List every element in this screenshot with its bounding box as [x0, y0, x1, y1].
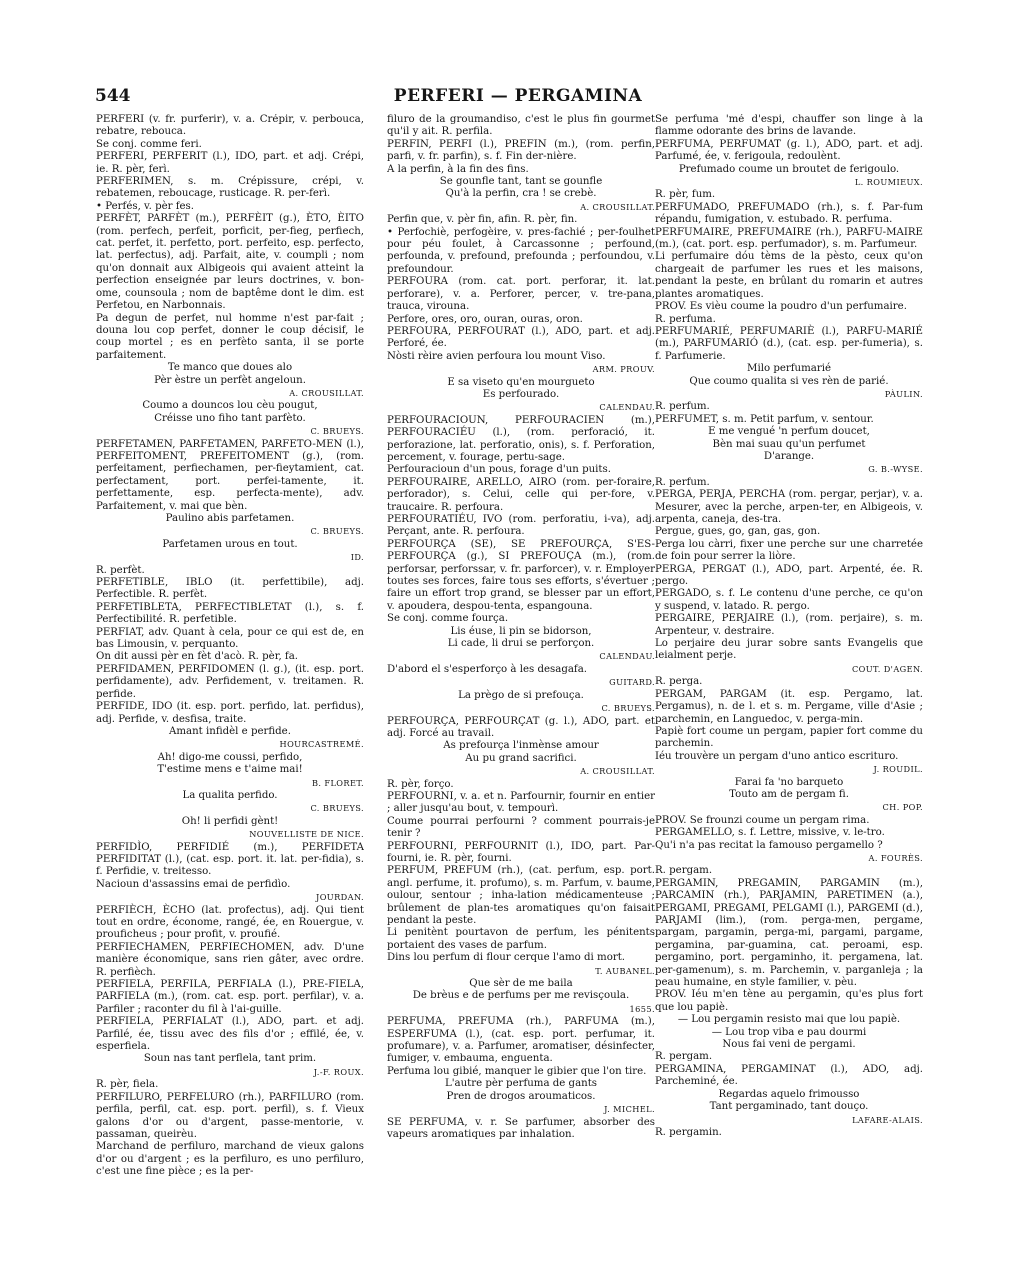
- dictionary-entry: R. perga.: [655, 676, 703, 688]
- verse-line: Créisse uno fiho tant parfèto.: [154, 412, 306, 424]
- dictionary-entry: PERFIDÌO, PERFIDIÉ (m.), PERFIDETA PERFIDITAT (l.), (cat. esp. port. it. lat. per-fidia), s. f. Perfidie, v. treitesso.: [96, 841, 364, 878]
- citation-author: B. FLORET.: [311, 777, 364, 788]
- dictionary-entry: A la perfin, à la fin des fins.: [387, 163, 529, 175]
- dictionary-entry: Iéu trouvère un pergam d'uno antico escrituro.: [655, 750, 899, 762]
- dictionary-entry: PERFIDAMEN, PERFIDOMEN (l. g.), (it. esp. port. perfidamente), adv. Perfidement, v. treitamen. R. perfide.: [96, 663, 364, 700]
- citation-author: J. MICHEL.: [604, 1104, 655, 1115]
- verse-line: Touto am de pergam fi.: [729, 788, 849, 800]
- citation-author: G. B.-WYSE.: [868, 464, 923, 475]
- citation-author: C. BRUEYS.: [310, 426, 364, 437]
- dictionary-entry: R. pergam.: [655, 865, 713, 877]
- dictionary-entry: PERFOURATIÉU, IVO (rom. perforatiu, i-va), adj. Perçant, ante. R. perfoura.: [387, 514, 655, 538]
- dictionary-entry: • Perfochiè, perfogèire, v. pres-fachié ; per-foulhet pour péu foulet, à Carcassonne ; perfound, perfounda, v. prefound, prefounda ; perfoundou, v. prefoundour.: [387, 226, 655, 275]
- verse-line: Nous fai veni de pergami.: [722, 1039, 856, 1051]
- dictionary-entry: PERFETAMEN, PARFETAMEN, PARFETO-MEN (l.), PERFEITOMENT, PREFEITOMENT (g.), (rom. perfeitament, perfiechamen, per-fieytamient, cat. perfectament, port. perfei-tamente, it. perfettamente, esp. perfecta-mente), adv. Parfaitement, v. mai que bèn.: [96, 438, 364, 512]
- dictionary-entry: PERFERIMEN, s. m. Crépissure, crépi, v. rebatemen, reboucage, rusticage. R. per-ferì.: [96, 176, 364, 200]
- dictionary-entry: PERFIELA, PERFIALAT (l.), ADO, part. et adj. Parfilé, ée, tissu avec des fils d'or ; effilé, ée, v. esperfiela.: [96, 1016, 364, 1053]
- verse-line: L'autre pèr perfuma de gants: [444, 1078, 598, 1090]
- page-number: 544: [95, 86, 131, 106]
- dictionary-entry: Qu'i n'a pas recitat la famouso pergamello ?: [655, 839, 883, 851]
- dictionary-entry: Nòsti rèire avien perfoura lou mount Viso.: [387, 350, 606, 362]
- dictionary-entry: PERFUMADO, PREFUMADO (rh.), s. f. Par-fum répandu, fumigation, v. estubado. R. perfuma.: [655, 201, 923, 226]
- dictionary-entry: PERGAMIN, PREGAMIN, PARGAMIN (m.), PARCAMIN (rh.), PARJAMIN, PARETIMEN (a.), PERGAMI, PREGAMI, PELGAMI (l.), PARGEMI (d.), PARJAMI (lim.), (rom. perga-men, pergame, pargam, pargamin, perga-mi, pargami, pargame, pergamina, par-guamina, cat. peroami, esp. pergamino, port. pergaminho, it. pergamena, lat. per-gamenum), s. m. Parchemin, v. parganleja ; la peau humaine, en style familier, v. pèu.: [655, 877, 923, 989]
- verse-line: Qu'à la perfin, cra ! se crebè.: [445, 188, 597, 200]
- verse-line: Que coumo qualita si ves rèn de parié.: [689, 375, 889, 387]
- verse-line: Soun nas tant perflela, tant prim.: [143, 1053, 317, 1065]
- citation-author: T. AUBANEL.: [595, 965, 655, 976]
- dictionary-entry: D'abord el s'esperforço à les desagafa.: [387, 663, 588, 675]
- verse-line: Paulino abis parfetamen.: [165, 513, 295, 524]
- dictionary-entry: PERGA, PERJA, PERCHA (rom. pergar, perjar), v. a. Mesurer, avec la perche, arpen-ter, en Albigeois, v. arpenta, caneja, des-tra.: [655, 489, 923, 525]
- verse-line: Parfetamen urous en tout.: [162, 538, 298, 550]
- verse-line: Bèn mai suau qu'un perfumet: [712, 438, 866, 450]
- dictionary-entry: Li penitènt pourtavon de perfum, les pénitents portaient des vases de parfum.: [387, 927, 655, 951]
- dictionary-entry: Se perfuma 'mé d'espi, chauffer son linge à la flamme odorante des brins de lavande.: [655, 114, 923, 138]
- dictionary-entry: Papiè fort coume un pergam, papier fort comme du parchemin.: [655, 725, 923, 750]
- citation-author: NOUVELLISTE DE NICE.: [249, 829, 364, 840]
- dictionary-entry: SE PERFUMA, v. r. Se parfumer, absorber des vapeurs aromatiques par inhalation.: [387, 1116, 655, 1140]
- verse-line: Es perfourado.: [482, 388, 560, 400]
- verse-line: Regardas aquelo frimousso: [718, 1088, 860, 1100]
- verse-line: Milo perfumarié: [747, 363, 831, 375]
- dictionary-entry: R. pèr, fiela.: [96, 1079, 159, 1091]
- citation-author: PÀULIN.: [884, 388, 923, 399]
- citation-author: CALENDAU.: [599, 651, 655, 662]
- dictionary-entry: PERGA, PERGAT (l.), ADO, part. Arpenté, ée. R. pergo.: [655, 563, 923, 588]
- verse-line: E sa viseto qu'en mourgueto: [447, 376, 595, 388]
- dictionary-entry: PERFUMAIRE, PREFUMAIRE (rh.), PARFU-MAIRE (m.), (cat. port. esp. perfumador), s. m. Parfumeur.: [655, 226, 923, 251]
- verse-line: T'estime mens e t'aime mai!: [157, 764, 303, 776]
- dictionary-entry: Nacioun d'assassins emai de perfidìo.: [96, 878, 291, 890]
- dictionary-entry: filuro de la groumandiso, c'est le plus fin gourmet qu'il y ait. R. perfila.: [387, 114, 655, 138]
- dictionary-entry: PERFIAT, adv. Quant à cela, pour ce qui est de, en bas Limousin, v. perquanto.: [96, 626, 364, 651]
- dictionary-entry: PROV. Iéu m'en tène au pergamin, qu'es plus fort que lou papiè.: [655, 989, 923, 1013]
- dictionary-entry: Se conj. comme fourça.: [387, 613, 509, 625]
- dictionary-entry: PERFUM, PREFUM (rh.), (cat. perfum, esp. port. angl. perfume, it. profumo), s. m. Parfum, v. baume, oulour, sentour ; inha-lation médicamenteuse ; brûlement de plan-tes aromatiques qu'on faisait pendant la peste.: [387, 865, 655, 926]
- dictionary-entry: PERFOURÇA (SE), SE PREFOURÇA, S'ES-PERFOURÇA (g.), SI PREFOUÇA (m.), (rom. perforsar, perforssar, v. fr. parforcer), v. r. Employer toutes ses forces, faire tous ses efforts, s'évertuer ; faire un effort trop grand, se blesser par un effort, v. apoudera, despou-tenta, espangouna.: [387, 538, 655, 612]
- dictionary-entry: PERFOURACIOUN, PERFOURACIEN (m.), PERFOURACIÉU (l.), (rom. perforació, it. perforazione, lat. perforatio, onis), s. f. Perforation, percement, v. fourage, pertu-sage.: [387, 414, 655, 463]
- text-column-left: [96, 114, 364, 1194]
- citation-author: J. ROUDIL.: [873, 764, 923, 775]
- citation-author: C. BRUEYS.: [310, 526, 364, 537]
- citation-author: J.-F. ROUX.: [313, 1066, 364, 1077]
- verse-line: Te manco que doues alo: [167, 362, 293, 374]
- citation-author: LAFARE-ALAIS.: [852, 1114, 923, 1125]
- dictionary-entry: R. pergamin.: [655, 1126, 722, 1138]
- verse-line: Lis éuse, li pin se bidorson,: [450, 625, 592, 637]
- dictionary-entry: R. perfèt.: [96, 564, 145, 576]
- verse-line: La qualita perfido.: [182, 789, 278, 801]
- verse-line: Li cade, li drui se perforçon.: [447, 638, 595, 650]
- dictionary-entry: R. pergam.: [655, 1051, 713, 1063]
- citation-author: HOURCASTREMÉ.: [279, 739, 364, 750]
- citation-author: CH. POP.: [882, 802, 923, 813]
- verse-line: As prefourça l'inmènse amour: [443, 740, 599, 752]
- dictionary-entry: Li perfumaire dóu tèms de la pèsto, ceux qu'on chargeait de parfumer les rues et les maisons, pendant la peste, en brûlant du romarin et autres plantes aromatiques.: [655, 251, 923, 300]
- citation-author: C. BRUEYS.: [310, 803, 364, 814]
- verse-line: Farai fa 'no barqueto: [734, 776, 844, 788]
- verse-line: Ah! digo-me coussi, perfido,: [157, 751, 303, 763]
- verse-line: Prefumado coume un broutet de ferigoulo.: [678, 163, 900, 175]
- verse-line: Pèr èstre un perfèt angeloun.: [154, 374, 306, 386]
- dictionary-entry: PERFETIBLETA, PERFECTIBLETAT (l.), s. f. Perfectibilité. R. perfetible.: [96, 601, 364, 626]
- dictionary-entry: On dit aussi pèr en fèt d'acò. R. pèr, fa.: [96, 651, 299, 663]
- citation-author: 1655.: [629, 1003, 655, 1014]
- verse-line: D'arange.: [763, 450, 815, 462]
- citation-author: ARM. PROUV.: [592, 364, 655, 375]
- verse-line: Coumo a douncos lou cèu pougut,: [142, 400, 318, 412]
- citation-author: ID.: [350, 552, 364, 563]
- dictionary-entry: R. pèr, fum.: [655, 189, 716, 201]
- dictionary-entry: Coume pourrai perfourni ? comment pourrais-je tenir ?: [387, 815, 655, 840]
- dictionary-entry: PERGADO, s. f. Le contenu d'une perche, ce qu'on y suspend, v. latado. R. pergo.: [655, 588, 923, 612]
- dictionary-entry: PERFIDE, IDO (it. esp. port. perfido, lat. perfidus), adj. Perfide, v. desfisa, traite.: [96, 701, 364, 725]
- dictionary-entry: Pergue, gues, go, gan, gas, gon.: [655, 526, 821, 538]
- dictionary-entry: R. perfum.: [655, 476, 710, 488]
- dictionary-entry: PERFUMET, s. m. Petit parfum, v. sentour.: [655, 413, 874, 425]
- dictionary-entry: PERFOURA, PERFOURAT (l.), ADO, part. et adj. Perforé, ée.: [387, 325, 655, 350]
- text-column-middle: [387, 114, 655, 1194]
- dictionary-entry: R. perfuma.: [655, 313, 716, 325]
- verse-line: Au pu grand sacrifici.: [465, 752, 577, 764]
- dictionary-entry: PERGAIRE, PERJAIRE (l.), (rom. perjaire), s. m. Arpenteur, v. destraire.: [655, 613, 923, 637]
- dictionary-entry: PROV. Es vièu coume la poudro d'un perfumaire.: [655, 301, 907, 313]
- citation-author: GUITARD.: [609, 677, 655, 688]
- dictionary-entry: Perfin que, v. pèr fin, afin. R. pèr, fin.: [387, 214, 578, 226]
- dictionary-entry: PERFERI, PERFERIT (l.), IDO, part. et adj. Crépi, ie. R. pèr, ferì.: [96, 151, 364, 175]
- dictionary-entry: PROV. Se frounzi coume un pergam rima.: [655, 814, 870, 826]
- text-column-right: [655, 114, 923, 1194]
- citation-author: A. CROUSILLAT.: [289, 387, 364, 398]
- dictionary-entry: PERFOURÇA, PERFOURÇAT (g. l.), ADO, part. et adj. Forcé au travail.: [387, 715, 655, 739]
- verse-line: Oh! li perfidi gènt!: [181, 815, 279, 827]
- citation-author: A. CROUSILLAT.: [580, 201, 655, 212]
- verse-line: Pren de drogos aroumaticos.: [446, 1090, 596, 1102]
- verse-line: Que sèr de me baila: [469, 978, 573, 990]
- dictionary-entry: Se conj. comme feri.: [96, 138, 202, 150]
- dictionary-entry: PERFOURA (rom. cat. port. perforar, it. lat. perforare), v. a. Perforer, percer, v. tre-pana, trauca, virouna.: [387, 276, 655, 313]
- dictionary-entry: Perfuma lou gibié, manquer le gibier que l'on tire.: [387, 1065, 647, 1077]
- dictionary-entry: PERFERI (v. fr. purferir), v. a. Crépir, v. perbouca, rebatre, rebouca.: [96, 114, 364, 138]
- dictionary-entry: PERFOURAIRE, ARELLO, AIRO (rom. per-foraire, perforador), s. Celui, celle qui per-fore, v. traucaire. R. perfoura.: [387, 476, 655, 513]
- dictionary-entry: Lo perjaire deu jurar sobre sants Evangelis que leialment perje.: [655, 638, 923, 662]
- verse-line: Amant infidèl e perfide.: [169, 725, 291, 737]
- verse-line: Se gounfle tant, tant se gounfle: [439, 176, 603, 188]
- dictionary-entry: Marchand de perfiluro, marchand de vieux galons d'or ou d'argent ; es la perfiluro, es uno perfiluro, c'est une fine pièce ; es la per-: [96, 1141, 364, 1178]
- dictionary-entry: PERFIÈCH, ÈCHO (lat. profectus), adj. Qui tient tout en ordre, économe, rangé, ée, en Rouergue, v. prouficheus ; pour profit, v. proufié.: [96, 904, 364, 941]
- dictionary-entry: PERFUMA, PREFUMA (rh.), PARFUMA (m.), ESPERFUMA (l.), (cat. esp. port. perfumar, it. profumare), v. a. Parfumer, aromatiser, désinfecter, fumiger, v. embauma, enguenta.: [387, 1016, 655, 1065]
- verse-line: La prègo de si prefouça.: [458, 689, 584, 701]
- citation-author: L. ROUMIEUX.: [854, 177, 923, 188]
- dictionary-entry: • Perfés, v. pèr fes.: [96, 200, 194, 212]
- citation-author: C. BRUEYS.: [601, 703, 655, 714]
- dictionary-entry: PERFUMA, PERFUMAT (g. l.), ADO, part. et adj. Parfumé, ée, v. ferigoula, redoulènt.: [655, 138, 923, 163]
- dictionary-entry: PERGAMINA, PERGAMINAT (l.), ADO, adj. Parcheminé, ée.: [655, 1063, 923, 1088]
- verse-line: — Lou trop viba e pau dourmi: [711, 1026, 867, 1038]
- running-head: PERFERI — PERGAMINA: [393, 86, 643, 106]
- dictionary-entry: PERGAMELLO, s. f. Lettre, missive, v. le-tro.: [655, 827, 885, 839]
- verse-line: E me vengué 'n perfum doucet,: [708, 426, 870, 438]
- citation-author: CALENDAU.: [599, 402, 655, 413]
- dictionary-entry: Perfouracioun d'un pous, forage d'un puits.: [387, 464, 611, 476]
- citation-author: A. FOURÈS.: [868, 852, 923, 863]
- dictionary-entry: R. perfum.: [655, 401, 710, 413]
- dictionary-entry: PERFOURNI, v. a. et n. Parfournir, fournir en entier ; aller jusqu'au bout, v. tempourì.: [387, 790, 655, 815]
- verse-line: De brèus e de perfums per me revisçoula.: [412, 990, 630, 1002]
- dictionary-entry: Perga lou càrri, fixer une perche sur une charretée de foin pour serrer la liòre.: [655, 538, 923, 563]
- dictionary-entry: PERGAM, PARGAM (it. esp. Pergamo, lat. Pergamus), n. de l. et s. m. Pergame, ville d'Asie ; parchemin, en Languedoc, v. perga-min.: [655, 688, 923, 725]
- verse-line: — Lou pergamin resisto mai que lou papiè.: [677, 1014, 901, 1026]
- dictionary-entry: Dins lou perfum di flour cerque l'amo di mort.: [387, 952, 626, 964]
- dictionary-entry: PERFIECHAMEN, PERFIECHOMEN, adv. D'une manière économique, sans rien gâter, avec ordre. R. perfièch.: [96, 941, 364, 978]
- dictionary-entry: PERFUMARIÉ, PERFUMARIÈ (l.), PARFU-MARIÉ (m.), PARFUMARIÓ (d.), (cat. esp. per-fumeria), s. f. Parfumerie.: [655, 325, 923, 362]
- citation-author: JOURDAN.: [316, 892, 364, 903]
- citation-author: COUT. D'AGEN.: [851, 663, 923, 674]
- dictionary-entry: PERFILURO, PERFELURO (rh.), PARFILURO (rom. perfila, perfil, cat. esp. port. perfil), s. f. Vieux galons d'or ou d'argent, passe-mentorie, v. passaman, queirèu.: [96, 1091, 364, 1140]
- citation-author: A. CROUSILLAT.: [580, 766, 655, 777]
- dictionary-entry: PERFOURNI, PERFOURNIT (l.), IDO, part. Par-fourni, ie. R. pèr, fourni.: [387, 840, 655, 864]
- dictionary-entry: PERFIELA, PERFILA, PERFIALA (l.), PRE-FIELA, PARFIELA (m.), (rom. cat. esp. port. perfilar), v. a. Parfiler ; raconter du fil à l'ai-guille.: [96, 979, 364, 1015]
- verse-line: Tant pergaminado, tant douço.: [709, 1101, 869, 1113]
- dictionary-entry: Pa degun de perfet, nul homme n'est par-fait ; douna lou cop perfet, donner le coup décisif, le coup mortel ; es en perfèto santa, il se porte parfaitement.: [96, 312, 364, 361]
- dictionary-entry: R. pèr, forço.: [387, 778, 454, 790]
- dictionary-entry: PERFIN, PERFI (l.), PREFIN (m.), (rom. perfin, parfi, v. fr. parfin), s. f. Fin der-nière.: [387, 138, 655, 163]
- dictionary-entry: PERFETIBLE, IBLO (it. perfettibile), adj. Perfectible. R. perfèt.: [96, 577, 364, 601]
- dictionary-entry: PERFÈT, PARFÈT (m.), PERFÈIT (g.), ÈTO, ÈITO (rom. perfech, perfeit, porficit, per-fieg, perfiech, cat. perfet, it. perfetto, port. perfeito, esp. perfecto, lat. perfectus), adj. Parfait, aite, v. coumpli ; nom qu'on donnait aux Albigeois qui avaient atteint la perfection enseignée par leurs doctrines, v. bon-ome, counsoula ; nom de baptême dont le dim. est Perfetou, en Narbonnais.: [96, 213, 364, 312]
- dictionary-entry: Perfore, ores, oro, ouran, ouras, oron.: [387, 313, 583, 325]
